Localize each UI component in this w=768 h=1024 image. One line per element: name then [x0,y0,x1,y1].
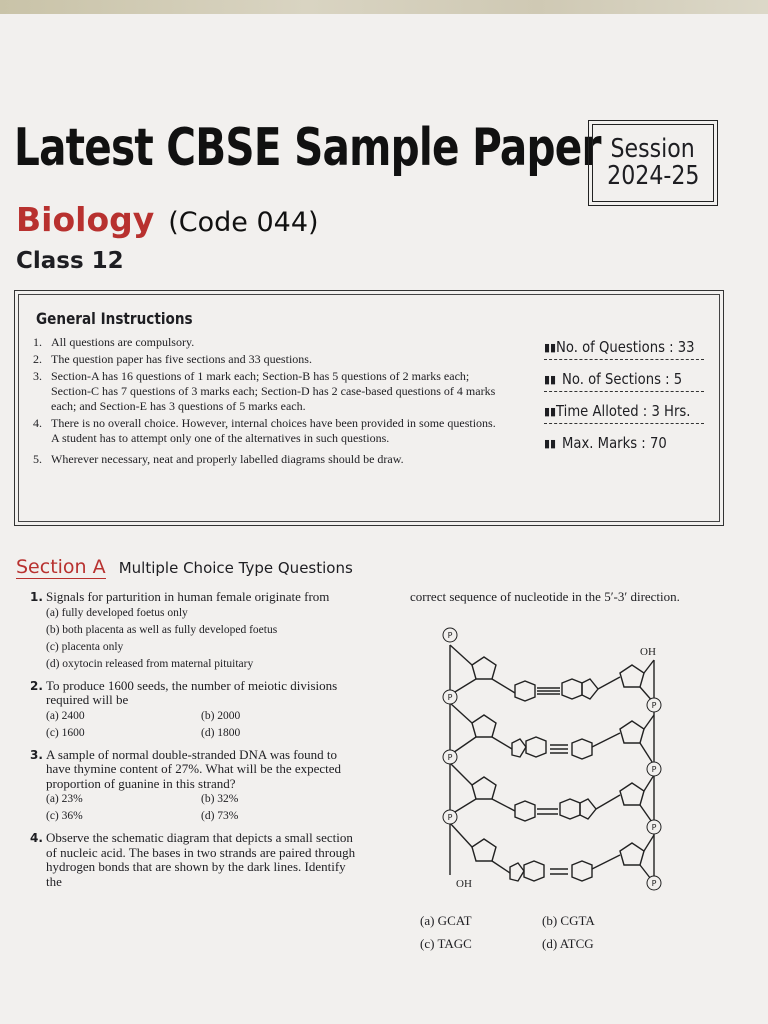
question-text: Observe the schematic diagram that depicts a small section of nucleic acid. The bases in two strands are paired through hydrogen bonds that are shown by the dark lines. Identify the [46,830,356,889]
instruction-item: 5. Wherever necessary, neat and properly labelled diagrams should be draw. [33,452,404,466]
option: (d) 1800 [201,726,241,739]
svg-text:P: P [447,631,453,640]
question-4-continuation: correct sequence of nucleotide in the 5′-3′ direction. [410,589,680,604]
sugar-pentagon [620,783,644,805]
question-4-options [420,909,652,955]
option: (b) 32% [201,793,239,805]
question-1: 1. Signals for parturition in human female originate from (a) fully developed foetus only (b) both placenta as well as fully developed foetus (c) placenta only (d) oxytocin released from maternal pituitary [30,590,360,673]
subject-code: (Code 044) [168,207,319,238]
sugar-pentagon [472,839,496,861]
option: (c) TAGC [420,936,472,951]
stat-time: ▮▮ Time Alloted : 3 Hrs. [544,399,704,424]
instructions-list [33,335,503,469]
svg-text:P: P [651,701,657,710]
option: (a) 23% [46,793,83,805]
option: (a) GCAT [420,913,472,928]
base-pair-row-3 [447,763,654,825]
base-ring [562,679,582,699]
instructions-title: General Instructions [36,309,193,328]
option: (b) CGTA [542,913,595,928]
base-ring [580,799,596,819]
base-ring [560,799,580,819]
base-ring [515,681,535,701]
page-top-edge [0,0,768,14]
base-ring [572,739,592,759]
bullet-icon: ▮▮ [544,404,557,418]
question-3: 3. A sample of normal double-stranded DNA was found to have thymine content of 27%. What will be the expected proportion of guanine in this strand? (a) 23% (b) 32% (c) 36% (d) 73% [30,748,360,826]
session-label: Session [610,133,696,164]
option: (b) 2000 [201,709,241,722]
question-4: 4. Observe the schematic diagram that depicts a small section of nucleic acid. The bases in two strands are paired through hydrogen bonds that are shown by the dark lines. Identify the [30,831,360,889]
base-ring [582,679,598,699]
question-text: A sample of normal double-stranded DNA was found to have thymine content of 27%. What will be the expected proportion of guanine in this strand? [46,746,342,791]
stat-marks: ▮▮ Max. Marks : 70 [544,434,667,452]
section-type: Multiple Choice Type Questions [118,559,353,577]
option: (c) placenta only [46,640,124,653]
option: (b) both placenta as well as fully developed foetus [46,623,278,636]
stat-questions: ▮▮ No. of Questions : 33 [544,335,704,360]
instruction-item: 2. The question paper has five sections and 33 questions. [33,352,312,366]
bullet-icon: ▮▮ [544,372,557,386]
class-label: Class 12 [16,248,124,274]
option: (d) 73% [201,810,239,822]
svg-text:P: P [447,813,453,822]
option: (a) 2400 [46,709,85,722]
base-ring [512,739,526,757]
svg-text:P: P [447,693,453,702]
base-ring [515,801,535,821]
sugar-pentagon [620,665,644,687]
sugar-pentagon [620,843,644,865]
option: (c) 36% [46,810,83,822]
base-ring [524,861,544,881]
session-year: 2024-25 [606,161,700,191]
paper-stats [544,335,704,462]
question-text: To produce 1600 seeds, the number of meiotic divisions required will be [46,677,338,707]
sugar-pentagon [472,777,496,799]
section-name: Section A [16,556,106,578]
section-heading [16,556,353,578]
option: (d) ATCG [542,936,594,951]
base-pair-row-1 [447,645,654,703]
session-box [588,120,718,206]
sugar-pentagon [620,721,644,743]
base-ring [526,737,546,757]
option: (d) oxytocin released from maternal pituitary [46,657,254,670]
sugar-pentagon [472,715,496,737]
questions-column-left [30,590,360,895]
nucleic-acid-diagram [440,625,680,895]
svg-text:P: P [651,879,657,888]
instruction-item: 3. Section-A has 16 questions of 1 mark each; Section-B has 5 questions of 2 marks each; Section-C has 7 questions of 3 marks each; Section-D has 2 case-based questions of 4 marks each; and Section-E has 3 questions of 5 marks each. [33,369,496,413]
subject-heading [16,200,319,239]
instruction-item: 4. There is no overall choice. However, internal choices have been provided in some questions. A student has to attempt only one of the alternatives in such questions. [33,416,496,445]
svg-text:P: P [651,823,657,832]
base-ring [572,861,592,881]
svg-text:P: P [447,753,453,762]
general-instructions-box [14,290,724,526]
paper-title: Latest CBSE Sample Paper [14,118,601,178]
stat-sections: ▮▮ No. of Sections : 5 [544,367,704,392]
base-ring [510,863,524,881]
sugar-pentagon [472,657,496,679]
option: (a) fully developed foetus only [46,606,188,619]
base-pair-row-4 [450,823,654,883]
subject-name: Biology [16,200,155,239]
oh-label-bottom: OH [456,878,472,890]
question-text: Signals for parturition in human female originate from [46,589,330,604]
bullet-icon: ▮▮ [544,436,557,450]
option: (c) 1600 [46,726,85,739]
bullet-icon: ▮▮ [544,340,557,354]
question-2: 2. To produce 1600 seeds, the number of meiotic divisions required will be (a) 2400 (b) 2000 (c) 1600 (d) 1800 [30,679,360,742]
svg-text:P: P [651,765,657,774]
oh-label-top: OH [640,646,656,658]
base-pair-row-2 [447,703,654,765]
instruction-item: 1. All questions are compulsory. [33,335,195,349]
